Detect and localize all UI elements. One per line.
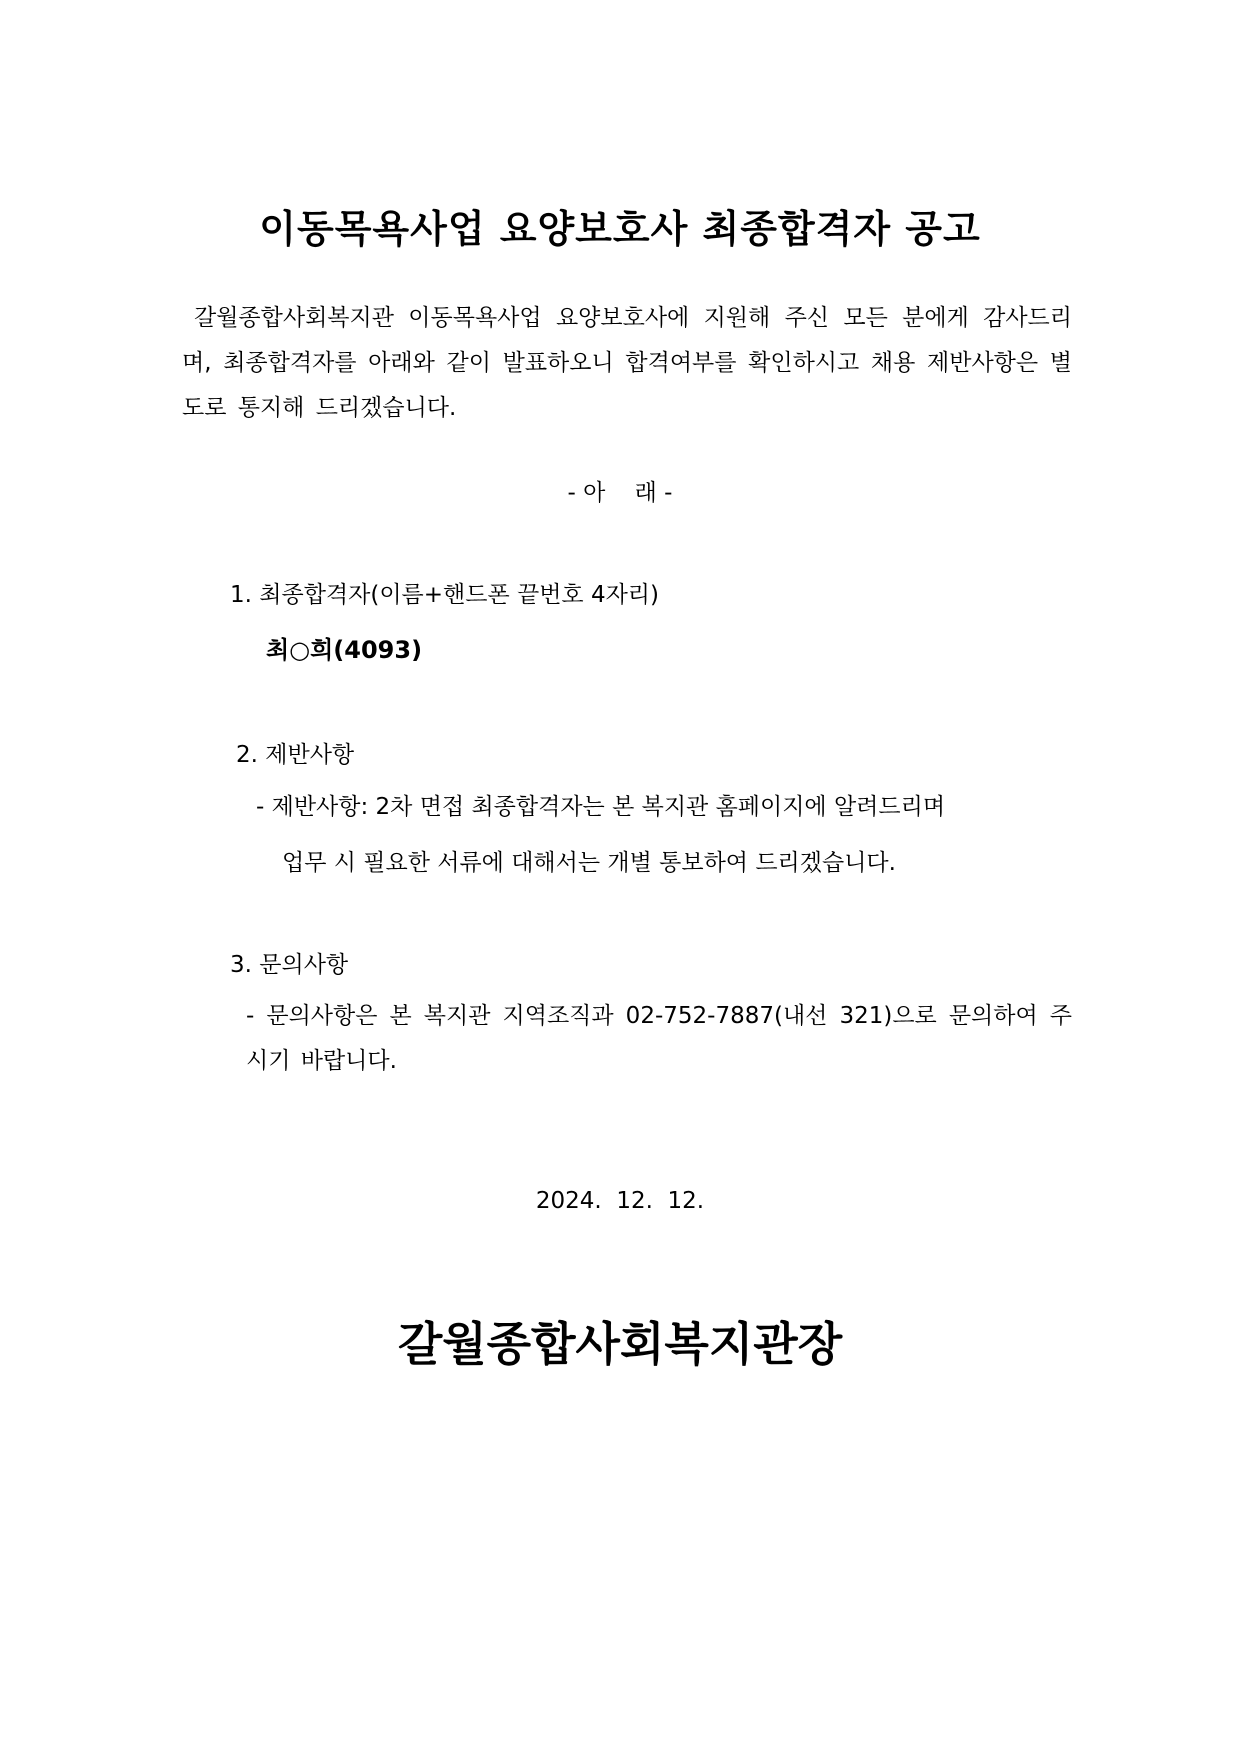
page-title: 이동목욕사업 요양보호사 최종합격자 공고 [259, 207, 981, 251]
section2-line1: - 제반사항: 2차 면접 최종합격자는 본 복지관 홈페이지에 알려드리며 [256, 794, 946, 820]
section1-heading: 1. 최종합격자(이름+핸드폰 끝번호 4자리) [230, 582, 659, 608]
intro-paragraph: 갈월종합사회복지관 이동목욕사업 요양보호사에 지원해 주신 모든 분에게 감사드리며, 최종합격자를 아래와 같이 발표하오니 합격여부를 확인하시고 채용 제반사항은 별도로 통지해 드리겠습니다. [182, 305, 1072, 421]
section3-body: - 문의사항은 본 복지관 지역조직과 02-752-7887(내선 321)으로 문의하여 주시기 바랍니다. [246, 1003, 1072, 1074]
winner-name: 최○희(4093) [266, 636, 423, 664]
notice-date: 2024. 12. 12. [535, 1188, 705, 1214]
issuer-signature: 갈월종합사회복지관장 [397, 1317, 843, 1371]
section2-line2: 업무 시 필요한 서류에 대해서는 개별 통보하여 드리겠습니다. [282, 850, 896, 876]
section2-heading: 2. 제반사항 [236, 742, 355, 768]
section3-heading: 3. 문의사항 [230, 952, 349, 978]
notice-separator: - 아 래 - [567, 480, 673, 506]
